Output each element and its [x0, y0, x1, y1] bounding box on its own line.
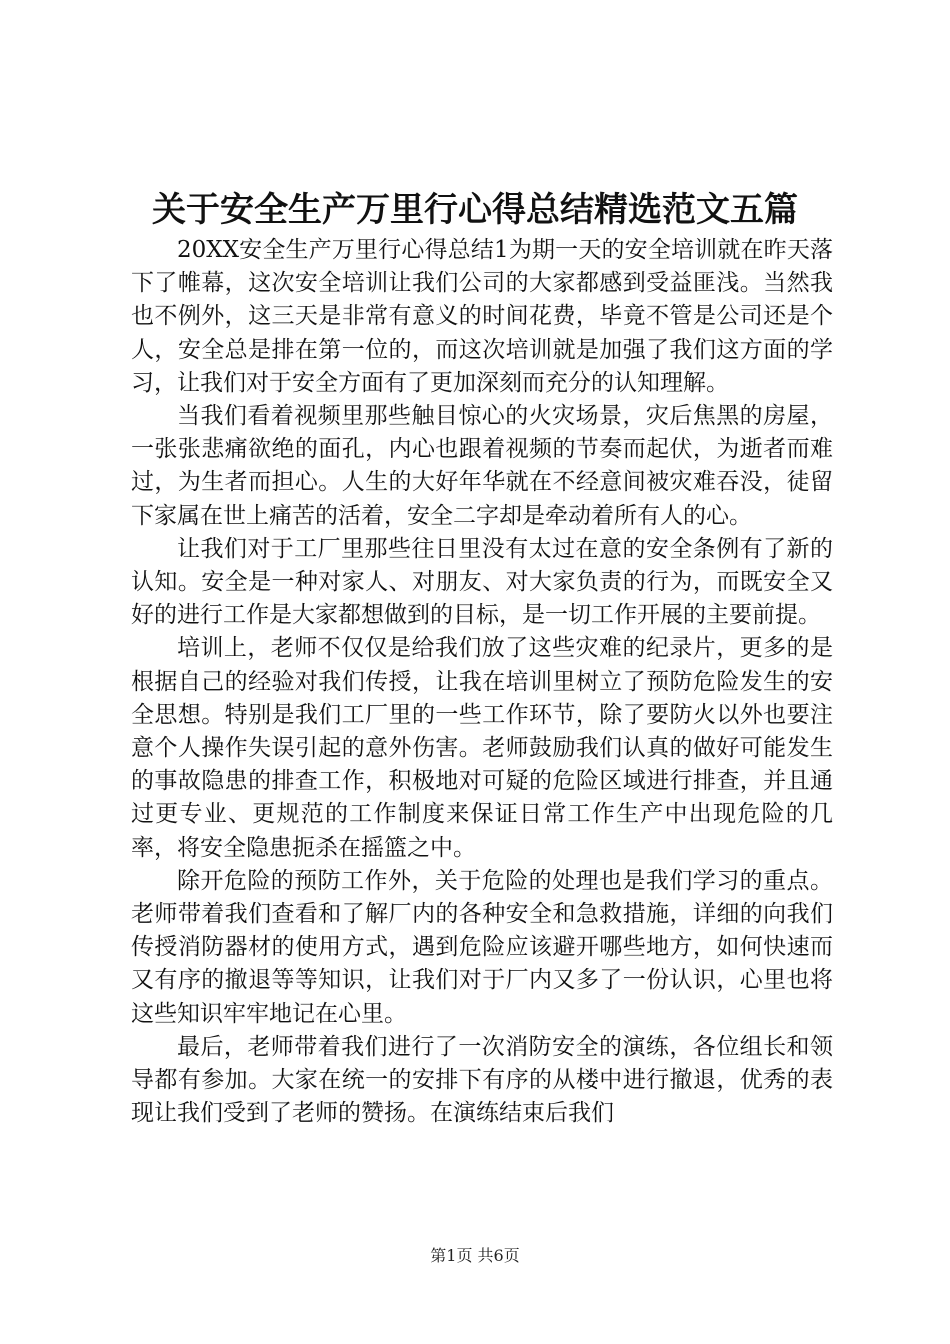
paragraph: 培训上，老师不仅仅是给我们放了这些灾难的纪录片，更多的是根据自己的经验对我们传授，让我在培训里树立了预防危险发生的安全思想。特别是我们工厂里的一些工作环节，除了要防火以外也要注意个人操作失误引起的意外伤害。老师鼓励我们认真的做好可能发生的事故隐患的排查工作，积极地对可疑的危险区域进行排查，并且通过更专业、更规范的工作制度来保证日常工作生产中出现危险的几率，将安全隐患扼杀在摇篮之中。 [131, 635, 833, 861]
document-body [131, 234, 833, 1130]
paragraph: 20XX安全生产万里行心得总结1为期一天的安全培训就在昨天落下了帷幕，这次安全培训让我们公司的大家都感到受益匪浅。当然我也不例外，这三天是非常有意义的时间花费，毕竟不管是公司还是个人，安全总是排在第一位的，而这次培训就是加强了我们这方面的学习，让我们对于安全方面有了更加深刻而充分的认知理解。 [131, 237, 833, 396]
paragraph: 除开危险的预防工作外，关于危险的处理也是我们学习的重点。老师带着我们查看和了解厂内的各种安全和急救措施，详细的向我们传授消防器材的使用方式，遇到危险应该避开哪些地方，如何快速而又有序的撤退等等知识，让我们对于厂内又多了一份认识，心里也将这些知识牢牢地记在心里。 [131, 867, 833, 1027]
page-footer: 第1页 共6页 [430, 1246, 520, 1265]
document-title: 关于安全生产万里行心得总结精选范文五篇 [152, 190, 798, 230]
paragraph: 让我们对于工厂里那些往日里没有太过在意的安全条例有了新的认知。安全是一种对家人、对朋友、对大家负责的行为，而既安全又好的进行工作是大家都想做到的目标，是一切工作开展的主要前提。 [131, 535, 833, 629]
paragraph: 当我们看着视频里那些触目惊心的火灾场景，灾后焦黑的房屋，一张张悲痛欲绝的面孔，内心也跟着视频的节奏而起伏，为逝者而难过，为生者而担心。人生的大好年华就在不经意间被灾难吞没，徒留下家属在世上痛苦的活着，安全二字却是牵动着所有人的心。 [131, 403, 833, 529]
paragraph: 最后，老师带着我们进行了一次消防安全的演练，各位组长和领导都有参加。大家在统一的安排下有序的从楼中进行撤退，优秀的表现让我们受到了老师的赞扬。在演练结束后我们 [131, 1033, 833, 1127]
